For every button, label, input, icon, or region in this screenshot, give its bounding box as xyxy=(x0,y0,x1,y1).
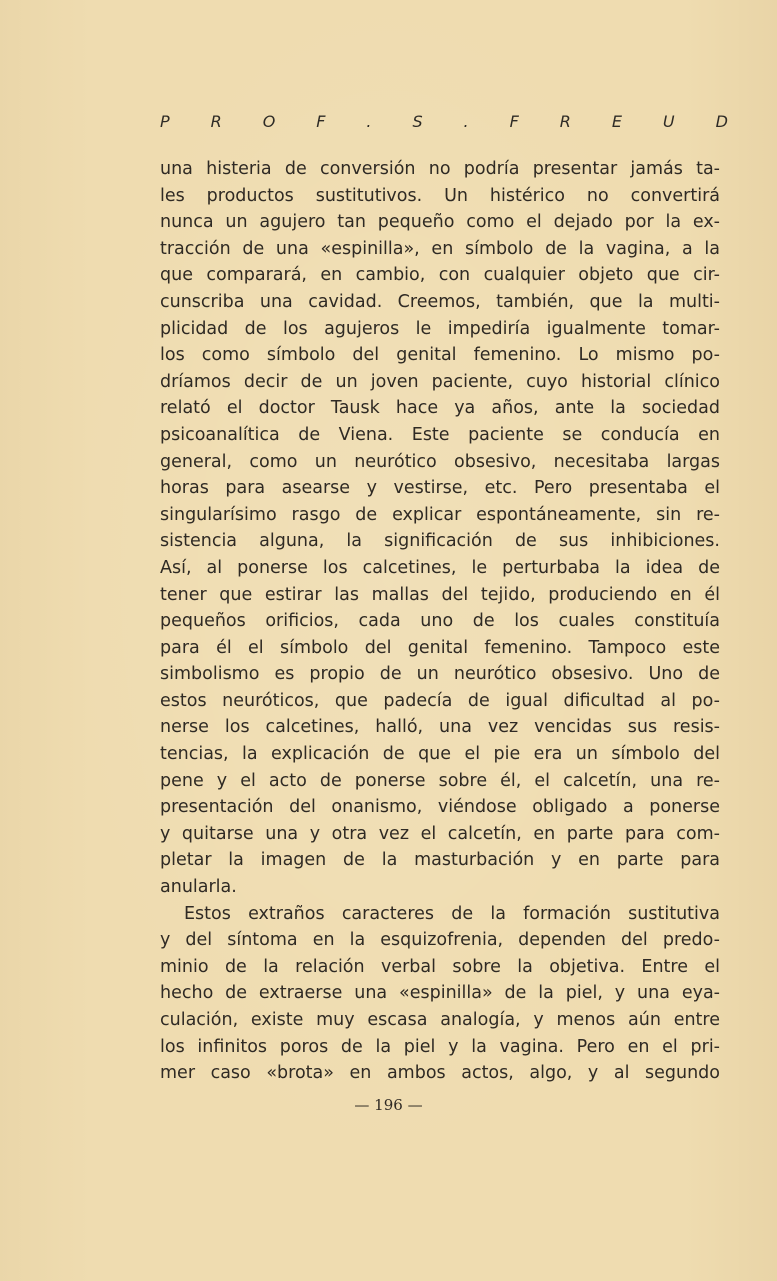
running-head-letter: D xyxy=(715,112,728,131)
running-head xyxy=(160,112,728,131)
text-line: anularla. xyxy=(160,877,237,898)
running-head-letter: U xyxy=(662,112,675,131)
text-line: nunca un agujero tan pequeño como el dejado por la ex- xyxy=(160,212,720,233)
text-line: que comparará, en cambio, con cualquier objeto que cir- xyxy=(160,265,720,286)
text-line: y del síntoma en la esquizofrenia, dependen del predo- xyxy=(160,930,720,951)
text-line: psicoanalítica de Viena. Este paciente se conducía en xyxy=(160,424,720,445)
text-line: general, como un neurótico obsesivo, necesitaba largas xyxy=(160,451,720,472)
text-line: pene y el acto de ponerse sobre él, el calcetín, una re- xyxy=(160,770,720,791)
running-head-letter: R xyxy=(559,112,571,131)
running-head-letter: P xyxy=(160,112,170,131)
text-line: una histeria de conversión no podría presentar jamás ta- xyxy=(160,159,720,179)
text-line: culación, existe muy escasa analogía, y menos aún entre xyxy=(160,1010,720,1030)
text-line: tener que estirar las mallas del tejido, produciendo en él xyxy=(160,584,720,605)
running-head-letter: E xyxy=(611,112,622,131)
text-line: horas para asearse y vestirse, etc. Pero presentaba el xyxy=(160,478,720,499)
text-line: Estos extraños caracteres de la formación sustitutiva xyxy=(184,903,720,924)
running-head-letter: . xyxy=(366,112,372,131)
running-head-letter: F xyxy=(316,112,326,131)
text-line: tencias, la explicación de que el pie era un símbolo del xyxy=(160,744,720,765)
running-head-letter: S xyxy=(412,112,423,131)
text-line: plicidad de los agujeros le impediría igualmente tomar- xyxy=(160,318,720,339)
text-line: cunscriba una cavidad. Creemos, también, que la multi- xyxy=(160,291,720,312)
text-line: minio de la relación verbal sobre la objetiva. Entre el xyxy=(160,956,720,977)
text-line: relató el doctor Tausk hace ya años, ante la sociedad xyxy=(160,398,720,419)
text-line: y quitarse una y otra vez el calcetín, en parte para com- xyxy=(160,823,720,844)
running-head-letter: . xyxy=(463,112,469,131)
text-line: pequeños orificios, cada uno de los cuales constituía xyxy=(160,611,720,632)
text-line: singularísimo rasgo de explicar espontáneamente, sin re- xyxy=(160,504,720,525)
text-line: tracción de una «espinilla», en símbolo de la vagina, a la xyxy=(160,238,720,259)
text-line: nerse los calcetines, halló, una vez vencidas sus resis- xyxy=(160,717,720,738)
text-line: les productos sustitutivos. Un histérico no convertirá xyxy=(160,185,720,206)
text-line: mer caso «brota» en ambos actos, algo, y al segundo xyxy=(160,1063,720,1084)
text-line: pletar la imagen de la masturbación y en parte para xyxy=(160,850,720,871)
page-number: — 196 — xyxy=(354,1096,423,1114)
text-line: sistencia alguna, la significación de sus inhibiciones. xyxy=(160,531,720,552)
text-line: estos neuróticos, que padecía de igual dificultad al po- xyxy=(160,690,720,711)
text-line: dríamos decir de un joven paciente, cuyo historial clínico xyxy=(160,371,720,392)
running-head-letter: F xyxy=(509,112,519,131)
running-head-letter: R xyxy=(210,112,222,131)
text-line: Así, al ponerse los calcetines, le perturbaba la idea de xyxy=(160,557,720,578)
text-line: hecho de extraerse una «espinilla» de la piel, y una eya- xyxy=(160,983,720,1004)
running-head-letter: O xyxy=(262,112,276,131)
text-line: los infinitos poros de la piel y la vagina. Pero en el pri- xyxy=(160,1036,720,1057)
text-line: simbolismo es propio de un neurótico obsesivo. Uno de xyxy=(160,664,720,685)
text-line: para él el símbolo del genital femenino. Tampoco este xyxy=(160,637,720,658)
text-line: los como símbolo del genital femenino. Lo mismo po- xyxy=(160,345,720,366)
text-line: presentación del onanismo, viéndose obligado a ponerse xyxy=(160,797,720,818)
body-text xyxy=(160,156,720,1087)
